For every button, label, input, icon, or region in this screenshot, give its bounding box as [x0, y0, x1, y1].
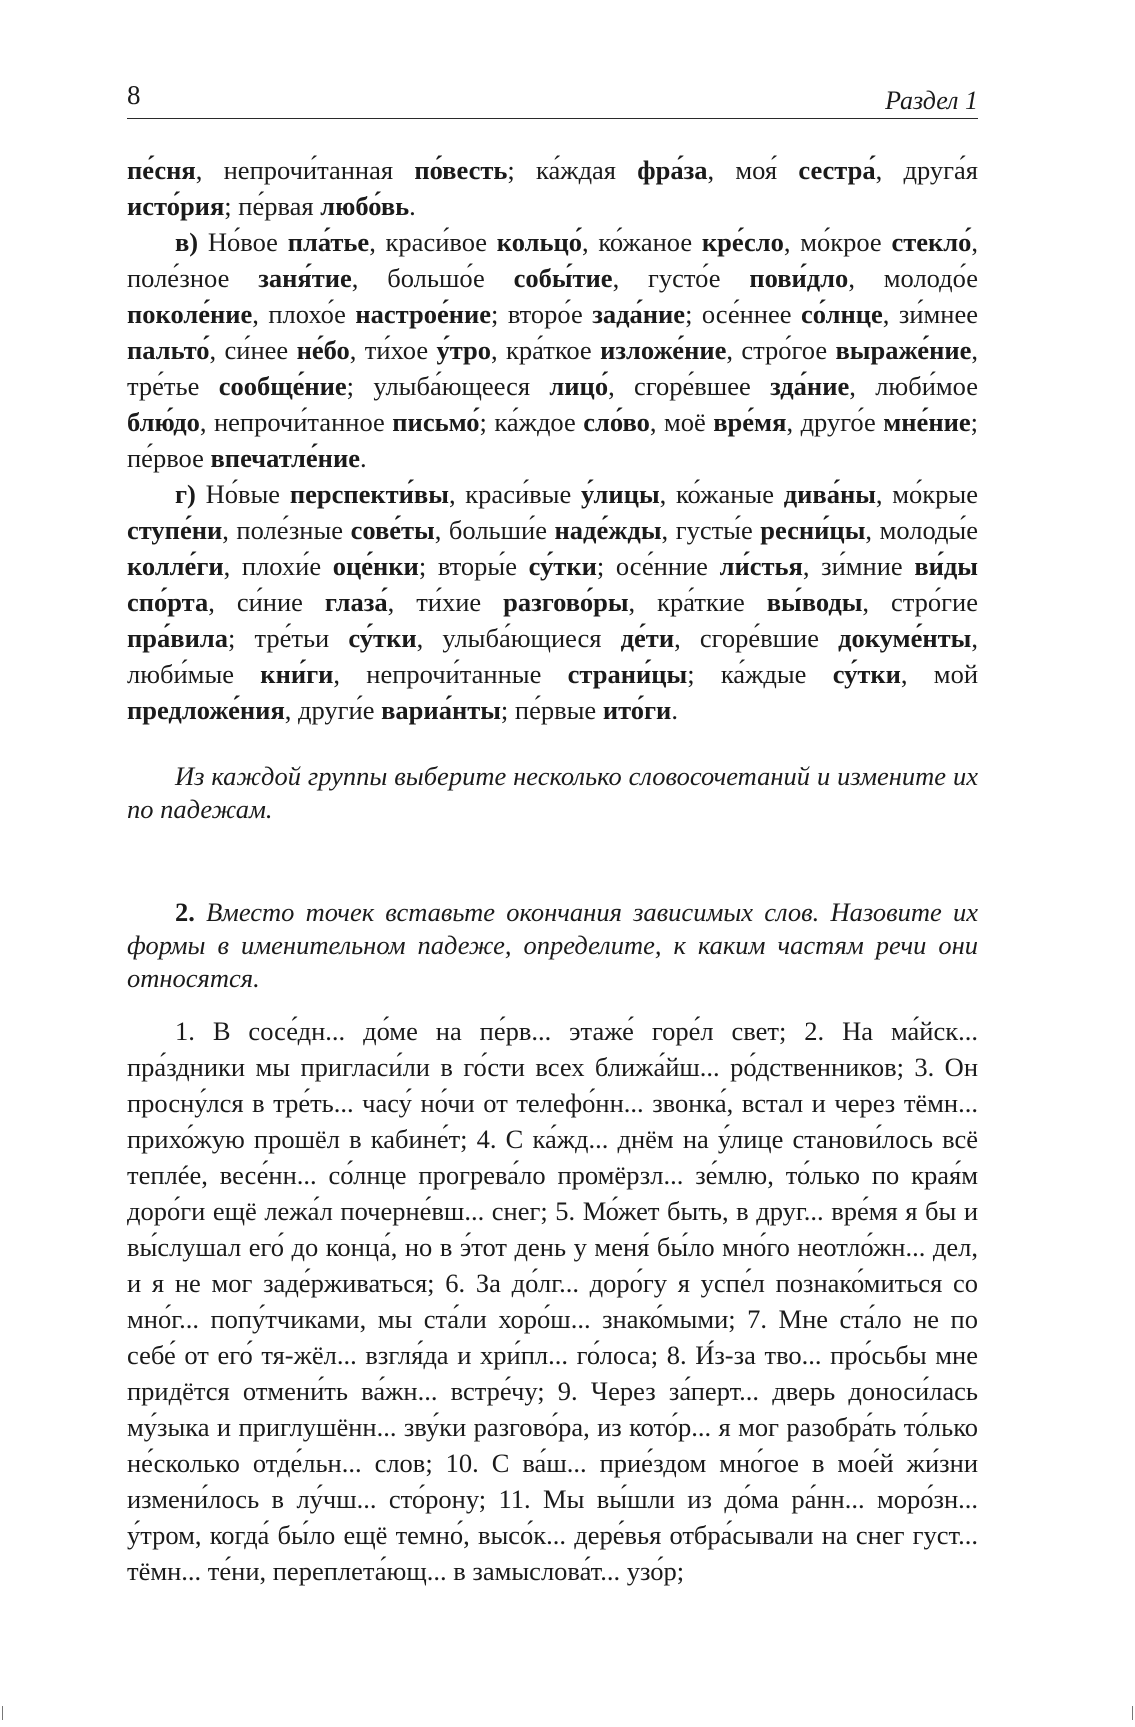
part-g-text: , непрочи́танные [333, 659, 568, 689]
part-g-text: , больши́е [434, 515, 555, 545]
part-g-text: , други́е [284, 695, 382, 725]
intro-text: ; ка́ждая [507, 155, 638, 185]
part-v-text: , ко́жаное [582, 227, 702, 257]
part-g-label: г) [175, 479, 196, 509]
part-v-keyword: письмо́ [392, 407, 480, 437]
intro-keyword: фра́за [637, 155, 708, 185]
intro-keyword: по́весть [414, 155, 508, 185]
intro-text: . [409, 191, 416, 221]
part-g-text: , си́ние [208, 587, 325, 617]
part-v-keyword: пла́тье [287, 227, 370, 257]
part-g-keyword: сове́ты [350, 515, 435, 545]
part-g-text: ; ка́ждые [687, 659, 833, 689]
intro-text: , моя́ [707, 155, 799, 185]
part-v-text: , поле́зное [127, 227, 978, 293]
part-g-text: ; пе́рвые [500, 695, 603, 725]
part-v-keyword: со́лнце [800, 299, 883, 329]
part-g-keyword: ли́стья [719, 551, 803, 581]
part-g-keyword: ресни́цы [760, 515, 866, 545]
part-g-text: ; вторы́е [418, 551, 529, 581]
part-v-text: , краси́вое [369, 227, 497, 257]
part-g-keyword: су́тки [348, 623, 417, 653]
part-v-keyword: пальто́ [127, 335, 210, 365]
part-g-keyword: пра́вила [127, 623, 228, 653]
part-v-keyword: сло́во [583, 407, 650, 437]
part-g-keyword: докуме́нты [838, 623, 972, 653]
part-v-text: , кра́ткое [491, 335, 601, 365]
part-v-keyword: не́бо [296, 335, 350, 365]
intro-keyword: сестра́ [798, 155, 876, 185]
part-g-text: , густы́е [661, 515, 761, 545]
part-g-keyword: оце́нки [332, 551, 419, 581]
part-g-keyword: ито́ги [602, 695, 672, 725]
part-g-text: , поле́зные [222, 515, 351, 545]
part-v-keyword: пови́дло [749, 263, 849, 293]
exercise1-continuation [127, 152, 978, 224]
part-v-text [127, 227, 978, 473]
part-v-keyword: заня́тие [258, 263, 352, 293]
part-v-text: ; улыба́ющееся [346, 371, 550, 401]
part-g-text: , сгоре́вшие [674, 623, 839, 653]
part-v-text: , тре́тье [127, 335, 978, 401]
part-g-text: . [671, 695, 678, 725]
part-v-keyword: зада́ние [592, 299, 686, 329]
part-v-keyword: вре́мя [713, 407, 787, 437]
part-v-text: . [359, 443, 367, 473]
part-v-keyword: кольцо́ [496, 227, 583, 257]
part-g-keyword: у́лицы [580, 479, 660, 509]
part-v-keyword: сообще́ние [218, 371, 347, 401]
part-v-text: , ти́хое [349, 335, 437, 365]
part-v-keyword: стекло́ [891, 227, 972, 257]
part-v-keyword: изложе́ние [600, 335, 727, 365]
exercise2-heading [127, 896, 978, 995]
intro-text: , друга́я [875, 155, 978, 185]
part-g-text: , ко́жаные [659, 479, 784, 509]
part-g-keyword: дива́ны [783, 479, 876, 509]
part-v-text: ; пе́рвое [127, 407, 978, 473]
exercise2-number: 2. [175, 897, 195, 927]
part-g-text: , кра́ткие [628, 587, 767, 617]
crop-mark-right [1132, 1706, 1133, 1720]
exercise2-instruction: Вместо точек вставьте окончания зависимых слов. Назовите их формы в именительном падеже, определите, к каким частям речи они относятся. [127, 897, 978, 993]
part-v-text: , сгоре́вшее [608, 371, 771, 401]
part-g-keyword: разгово́ры [503, 587, 629, 617]
part-g-text: , мо́крые [875, 479, 978, 509]
intro-keyword: исто́рия [127, 191, 225, 221]
part-g-keyword: наде́жды [554, 515, 662, 545]
part-g-keyword: колле́ги [127, 551, 224, 581]
part-g-text: ; осе́нние [596, 551, 720, 581]
part-v-keyword: мне́ние [883, 407, 971, 437]
part-v-text: , моё [649, 407, 714, 437]
part-v-keyword: собы́тие [513, 263, 613, 293]
part-v-text: , молодо́е [848, 263, 978, 293]
part-g-keyword: вариа́нты [381, 695, 501, 725]
exercise1-task-note: Из каждой группы выберите несколько словосочетаний и измените их по падежам. [127, 761, 978, 824]
page-header [127, 78, 978, 119]
part-v-keyword: поколе́ние [127, 299, 253, 329]
part-g-keyword: су́тки [528, 551, 597, 581]
part-v-keyword: блю́до [127, 407, 200, 437]
part-g-text [127, 479, 978, 725]
part-v-text: ; второ́е [491, 299, 593, 329]
intro-keyword: пе́сня [127, 155, 196, 185]
part-v-label: в) [175, 227, 199, 257]
part-v-text: , густо́е [612, 263, 750, 293]
part-v-text: ; ка́ждое [479, 407, 584, 437]
part-v-keyword: настрое́ние [355, 299, 492, 329]
page-number: 8 [127, 80, 141, 110]
part-v-keyword: выраже́ние [835, 335, 972, 365]
part-g-text: , краси́вые [448, 479, 581, 509]
part-v-keyword: зда́ние [770, 371, 850, 401]
part-v-keyword: у́тро [436, 335, 492, 365]
part-v-text: Но́вое [198, 227, 288, 257]
part-g-text: , люби́мые [127, 623, 978, 689]
exercise1-part-g [127, 476, 978, 728]
part-g-keyword: глаза́ [324, 587, 388, 617]
part-g-text: , плохи́е [223, 551, 333, 581]
part-v-keyword: кре́сло [701, 227, 784, 257]
part-v-text: , мо́крое [783, 227, 892, 257]
exercise1-part-v [127, 224, 978, 476]
part-g-text: , мой [900, 659, 978, 689]
intro-text: , непрочи́танная [195, 155, 415, 185]
part-g-keyword: перспекти́вы [289, 479, 449, 509]
part-g-text: , молоды́е [865, 515, 979, 545]
part-v-text: , большо́е [351, 263, 514, 293]
part-v-text: , непрочи́танное [199, 407, 393, 437]
part-v-text: , друго́е [786, 407, 884, 437]
crop-mark-left [2, 1706, 3, 1720]
part-g-text: , зи́мние [802, 551, 915, 581]
part-g-keyword: вы́воды [766, 587, 863, 617]
part-g-keyword: страни́цы [567, 659, 688, 689]
part-g-keyword: ви́ды спо́рта [127, 551, 978, 617]
part-g-keyword: де́ти [620, 623, 675, 653]
part-g-text: , улыба́ющиеся [416, 623, 621, 653]
part-v-text: , си́нее [209, 335, 297, 365]
part-v-text: ; осе́ннее [685, 299, 801, 329]
part-v-keyword: впечатле́ние [210, 443, 360, 473]
part-g-text: , стро́гие [862, 587, 978, 617]
part-v-text: , зи́мнее [882, 299, 978, 329]
part-v-text: , плохо́е [252, 299, 356, 329]
part-g-keyword: предложе́ния [127, 695, 285, 725]
part-v-keyword: лицо́ [549, 371, 609, 401]
part-v-text: , стро́гое [726, 335, 836, 365]
part-g-text: Но́вые [195, 479, 290, 509]
section-title: Раздел 1 [885, 86, 978, 115]
exercise2-text: 1. В сосе́дн... до́ме на пе́рв... этаже́ горе́л свет; 2. На ма́йск... пра́здники мы пригласи́ли в го́сти всех ближа́йш... ро́дственников; 3. Он просну́лся в тре́ть... часу́ но́чи от телефо́нн... звонка́, встал и через тёмн... прихо́жую прошёл в кабине́т; 4. С ка́жд... днём на у́лице станови́лось всё теплée, весе́нн... со́лнце прогрева́ло промёрзл... зе́млю, то́лько по края́м доро́ги ещё лежа́л почерне́вш... снег; 5. Мо́жет быть, в друг... вре́мя я бы и вы́слушал его́ до конца́, но в э́тот день у меня́ бы́ло мно́го неотло́жн... дел, и я не мог заде́рживаться; 6. За до́лг... доро́гу я успе́л познако́миться со мно́г... попу́тчиками, мы ста́ли хоро́ш... знако́мыми; 7. Мне ста́ло не по себе́ от его́ тя-жёл... взгля́да и хри́пл... го́лоса; 8. И́з-за тво... про́сьбы мне придётся отмени́ть ва́жн... встре́чу; 9. Через за́перт... дверь доноси́лась му́зыка и приглушённ... зву́ки разгово́ра, из кото́р... я мог разобра́ть то́лько не́сколько отде́льн... слов; 10. С ва́ш... прие́здом мно́гое в мое́й жи́зни измени́лось в лу́чш... сто́рону; 11. Мы вы́шли из до́ма ра́нн... моро́зн... у́тром, когда́ бы́ло ещё темно́, высо́к... дере́вья отбра́сывали на снег густ... тёмн... те́ни, переплета́ющ... в замыслова́т... узо́р; [127, 1016, 978, 1586]
part-v-text: , люби́мое [849, 371, 978, 401]
part-g-keyword: кни́ги [260, 659, 334, 689]
intro-keyword: любо́вь [320, 191, 410, 221]
part-g-text: ; тре́тьи [227, 623, 349, 653]
part-g-keyword: ступе́ни [127, 515, 223, 545]
part-g-text: , ти́хие [387, 587, 504, 617]
part-g-keyword: су́тки [832, 659, 901, 689]
page-body [127, 152, 978, 1589]
intro-text: ; пе́рвая [224, 191, 321, 221]
